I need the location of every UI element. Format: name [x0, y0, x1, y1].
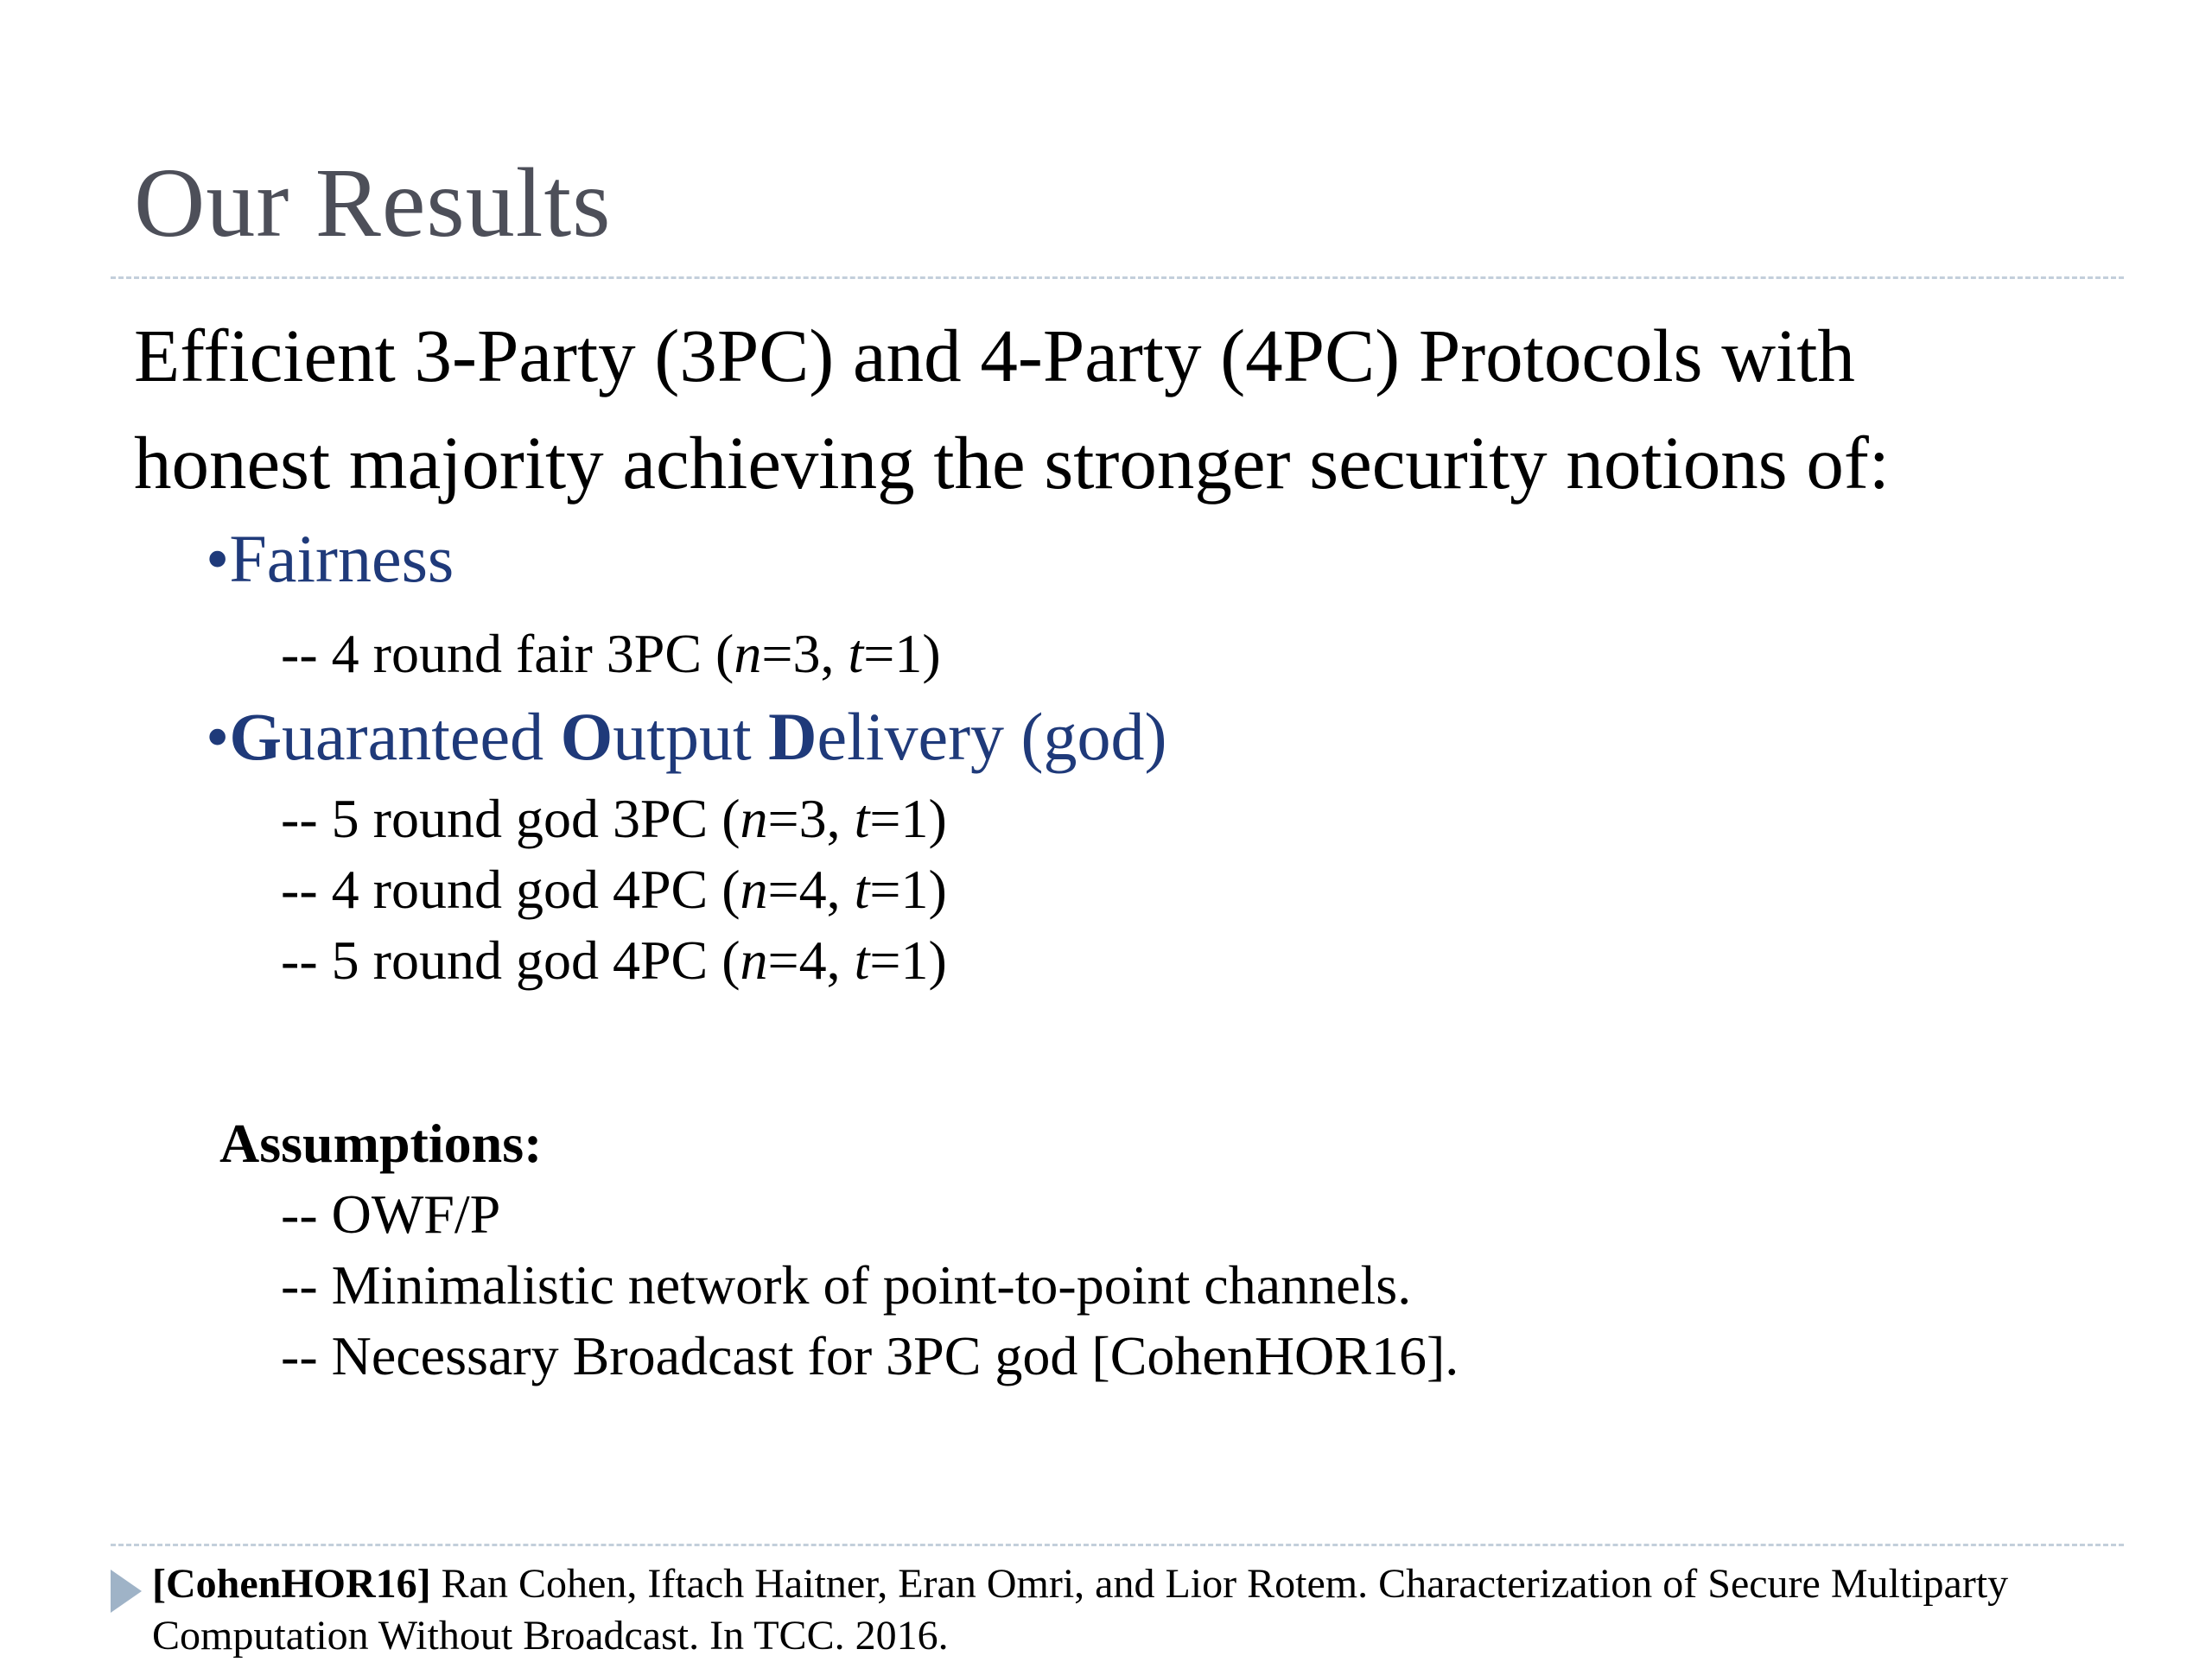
reference-key: [CohenHOR16]	[152, 1561, 431, 1607]
god-heading: •Guaranteed Output Delivery (god)	[206, 699, 1167, 774]
bullet-dot: •	[206, 699, 230, 774]
assumption-item: -- Minimalistic network of point-to-point channels.	[281, 1254, 1412, 1316]
reference-citation	[152, 1558, 2118, 1662]
triangle-bullet-icon	[111, 1570, 142, 1613]
fairness-heading	[206, 521, 454, 596]
god-item: -- 5 round god 3PC (n=3, t=1)	[281, 788, 947, 849]
title-divider	[111, 276, 2124, 279]
reference-text: Ran Cohen, Iftach Haitner, Eran Omri, and Lior Rotem. Characterization of Secure Multiparty Computation Without Broadcast. In TCC. 2016.	[152, 1561, 2009, 1659]
slide-title: Our Results	[134, 148, 612, 257]
fairness-item: -- 4 round fair 3PC (n=3, t=1)	[281, 623, 941, 684]
intro-text	[134, 302, 1890, 517]
assumption-item: -- Necessary Broadcast for 3PC god [CohenHOR16].	[281, 1325, 1459, 1386]
footer-divider	[111, 1544, 2124, 1546]
intro-line-1: Efficient 3-Party (3PC) and 4-Party (4PC) Protocols with	[134, 314, 1855, 397]
intro-line-2: honest majority achieving the stronger security notions of:	[134, 421, 1890, 504]
god-item: -- 4 round god 4PC (n=4, t=1)	[281, 859, 947, 920]
assumptions-heading: Assumptions:	[219, 1113, 543, 1174]
god-item: -- 5 round god 4PC (n=4, t=1)	[281, 929, 947, 991]
fairness-label: Fairness	[229, 521, 454, 596]
bullet-dot: •	[206, 521, 230, 596]
assumption-item: -- OWF/P	[281, 1183, 501, 1245]
